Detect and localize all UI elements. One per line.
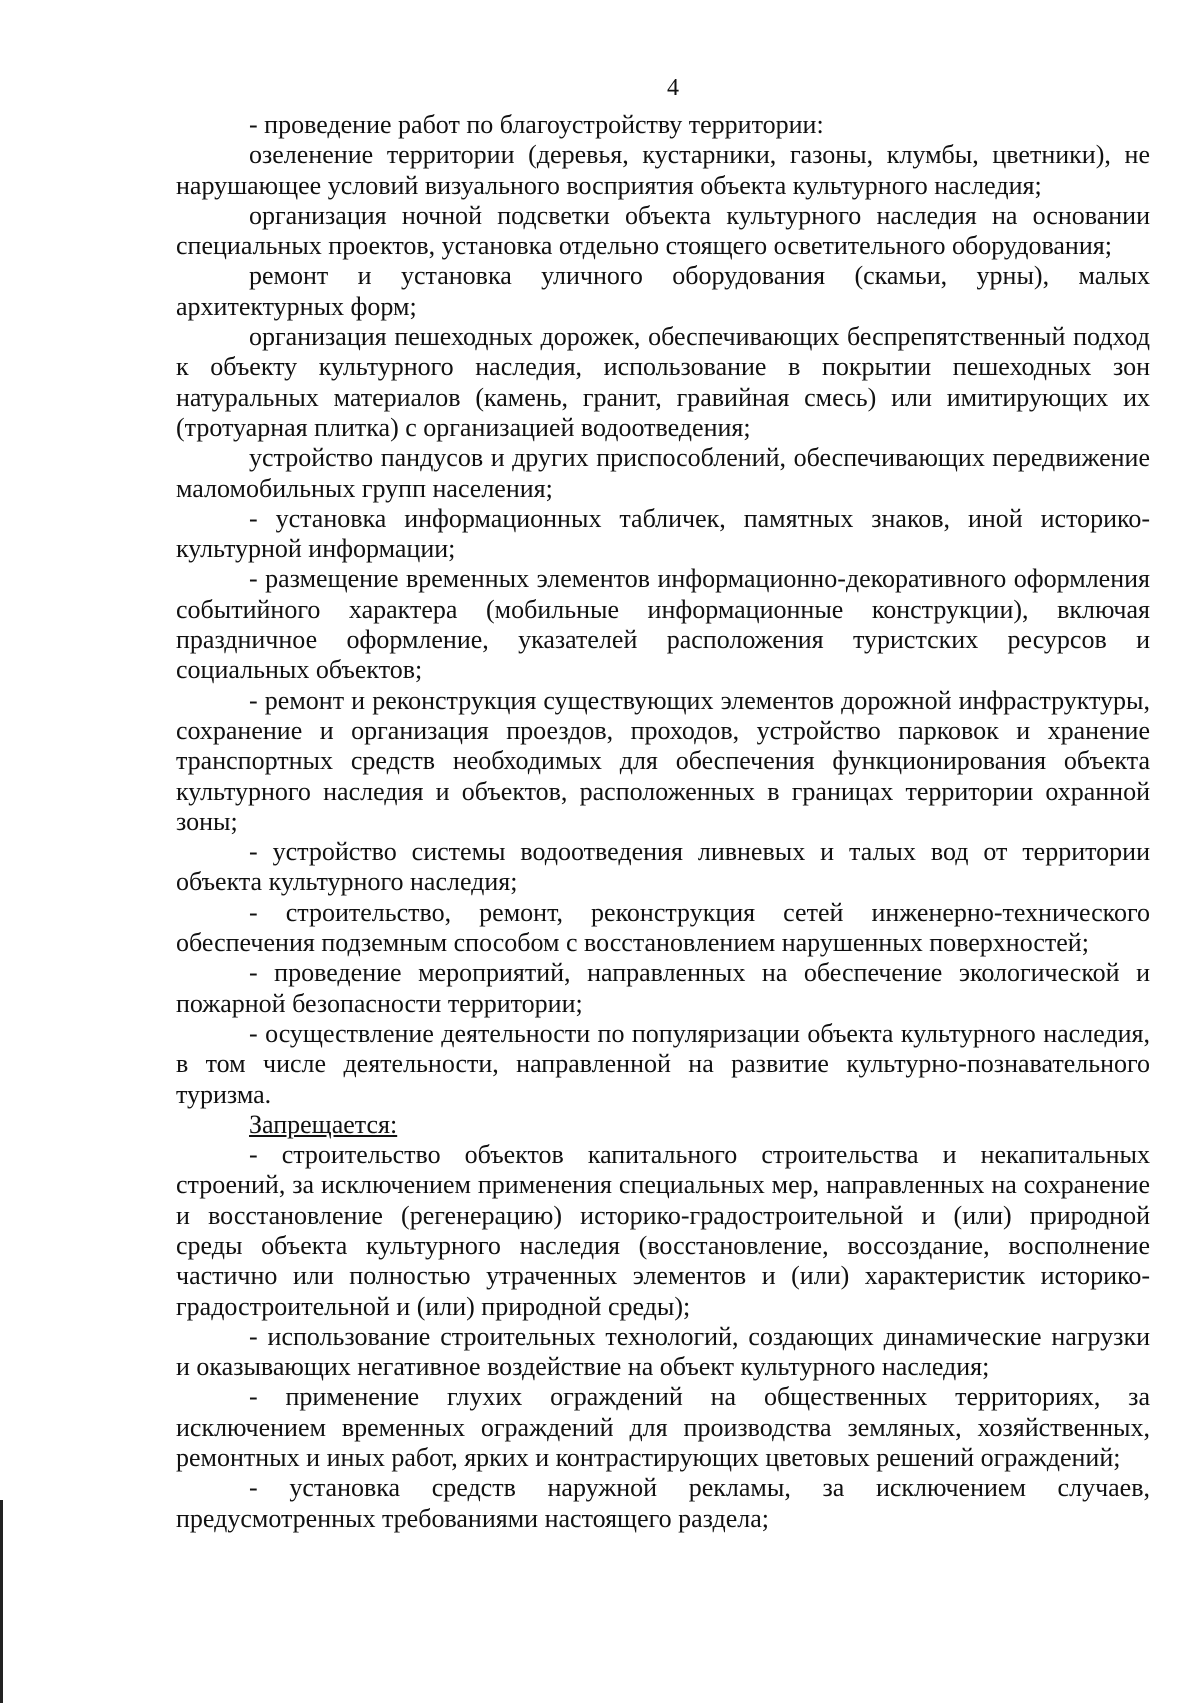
paragraph: - строительство, ремонт, реконструкция сетей инженерно-технического обеспечения подземным способом с восстановлением нарушенных поверхностей; bbox=[176, 897, 1150, 958]
prohibited-item: - установка средств наружной рекламы, за исключением случаев, предусмотренных требованиями настоящего раздела; bbox=[176, 1473, 1150, 1533]
section-heading-prohibited: Запрещается: bbox=[249, 1109, 398, 1139]
paragraph: ремонт и установка уличного оборудования (скамьи, урны), малых архитектурных форм; bbox=[176, 261, 1150, 321]
paragraph: озеленение территории (деревья, кустарники, газоны, клумбы, цветники), не нарушающее условий визуального восприятия объекта культурного наследия; bbox=[176, 140, 1150, 200]
paragraph: - проведение работ по благоустройству территории: bbox=[249, 110, 824, 139]
paragraph: - ремонт и реконструкция существующих элементов дорожной инфраструктуры, сохранение и организация проездов, проходов, устройство парковок и хранение транспортных средств необходимых для обеспечения функционирования объекта культурного наследия и объектов, расположенных в границах территории охранной зоны; bbox=[176, 685, 1150, 836]
paragraph: организация ночной подсветки объекта культурного наследия на основании специальных проектов, установка отдельно стоящего осветительного оборудования; bbox=[176, 200, 1150, 261]
paragraph: - установка информационных табличек, памятных знаков, иной историко-культурной информации; bbox=[176, 503, 1150, 564]
scan-edge-line bbox=[0, 1500, 3, 1703]
prohibited-item: - применение глухих ограждений на общественных территориях, за исключением временных ограждений для производства земляных, хозяйственных, ремонтных и иных работ, ярких и контрастирующих цветовых решений ограждений; bbox=[176, 1382, 1150, 1473]
page-number: 4 bbox=[667, 75, 679, 101]
prohibited-item: - использование строительных технологий, создающих динамические нагрузки и оказывающих негативное воздействие на объект культурного наследия; bbox=[176, 1321, 1150, 1382]
prohibited-item: - строительство объектов капитального строительства и некапитальных строений, за исключением применения специальных мер, направленных на сохранение и восстановление (регенерацию) историко-градостроительной и (или) природной среды объекта культурного наследия (восстановление, воссоздание, восполнение частично или полностью утраченных элементов и (или) характеристик историко-градостроительной и (или) природной среды); bbox=[176, 1140, 1150, 1321]
paragraph: устройство пандусов и других приспособлений, обеспечивающих передвижение маломобильных групп населения; bbox=[176, 443, 1150, 503]
paragraph: организация пешеходных дорожек, обеспечивающих беспрепятственный подход к объекту культурного наследия, использование в покрытии пешеходных зон натуральных материалов (камень, гранит, гравийная смесь) или имитирующих их (тротуарная плитка) с организацией водоотведения; bbox=[176, 322, 1150, 442]
paragraph: - размещение временных элементов информационно-декоративного оформления событийного характера (мобильные информационные конструкции), включая праздничное оформление, указателей расположения туристских ресурсов и социальных объектов; bbox=[176, 564, 1150, 685]
document-body bbox=[176, 110, 1150, 1534]
paragraph: - устройство системы водоотведения ливневых и талых вод от территории объекта культурного наследия; bbox=[176, 837, 1150, 897]
paragraph: - проведение мероприятий, направленных на обеспечение экологической и пожарной безопасности территории; bbox=[176, 958, 1150, 1018]
paragraph: - осуществление деятельности по популяризации объекта культурного наследия, в том числе деятельности, направленной на развитие культурно-познавательного туризма. bbox=[176, 1018, 1150, 1109]
